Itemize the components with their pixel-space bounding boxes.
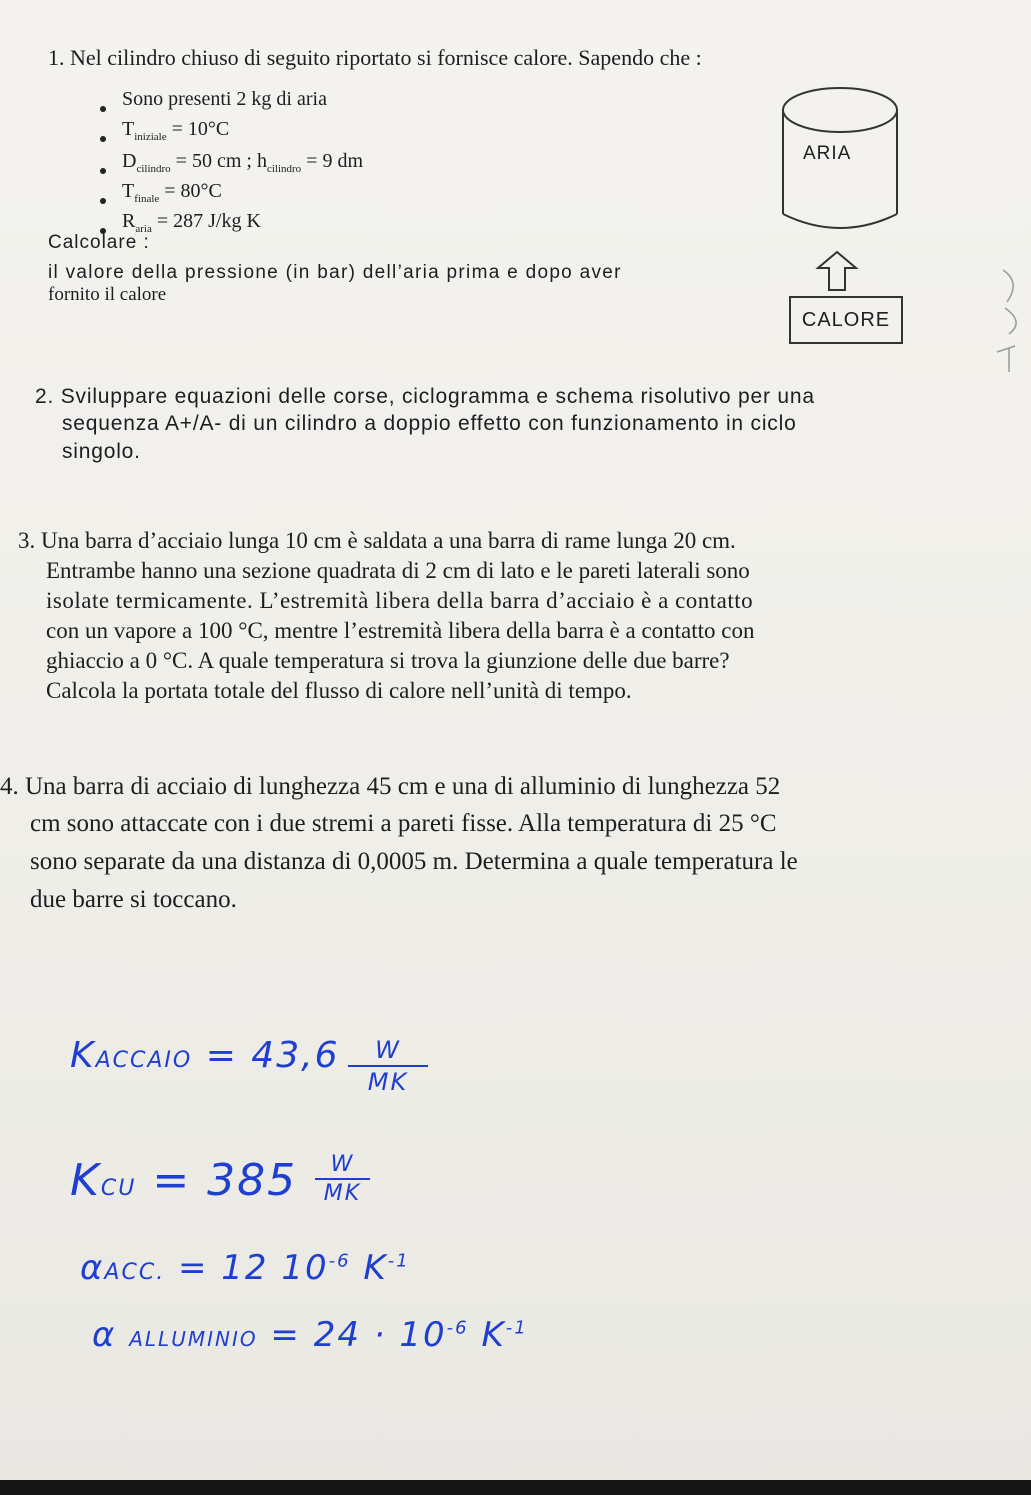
note-k-acciaio-unit: W MK <box>348 1036 428 1096</box>
bullet-dot <box>100 106 106 112</box>
q4-line4: due barre si toccano. <box>30 886 237 913</box>
q3-line4: con un vapore a 100 °C, mentre l’estremità libera della barra è a contatto con <box>46 618 755 643</box>
q1-line2: fornito il calore <box>48 284 167 305</box>
note-alpha-acciaio: αACC. = 12 $10^{-6}$ $K^{-1}$ <box>80 1248 410 1288</box>
q3-line1: 3. Una barra d’acciaio lunga 10 cm è saldata a una barra di rame lunga 20 cm. <box>18 528 736 553</box>
q3-line6: Calcola la portata totale del flusso di calore nell’unità di tempo. <box>46 678 632 703</box>
q4-line2: cm sono attaccate con i due stremi a pareti fisse. Alla temperatura di 25 °C <box>30 810 777 837</box>
q1-bullet-2: $T_{iniziale} = 10^\circ C$ <box>122 118 230 143</box>
q2-line3: singolo. <box>62 440 141 463</box>
up-arrow-icon <box>812 250 862 292</box>
q1-bullet-4: $T_{finale} = 80^\circ C$ <box>122 180 222 205</box>
q1-bullet-1: Sono presenti 2 kg di aria <box>122 88 327 110</box>
bullet-dot <box>100 198 106 204</box>
q3-line3: isolate termicamente. L’estremità libera della barra d’acciaio è a contatto <box>46 588 754 613</box>
q3-line2: Entrambe hanno una sezione quadrata di 2 cm di lato e le pareti laterali sono <box>46 558 750 583</box>
q1-calcolare: Calcolare : <box>48 232 150 253</box>
q1-line1: il valore della pressione (in bar) dell’aria prima e dopo aver <box>48 262 622 283</box>
note-k-acciaio: KACCAIO = 43,6 <box>70 1035 340 1076</box>
note-k-cu: KCU = 385 <box>70 1155 298 1206</box>
heat-label-box: CALORE <box>789 296 903 344</box>
q2-line1: 2. Sviluppare equazioni delle corse, ciclogramma e schema risolutivo per una <box>35 385 815 408</box>
q1-bullet-3: $D_{cilindro} = 50$ cm ; $h_{cilindro} = 9$ dm <box>122 150 364 175</box>
margin-marks <box>995 262 1031 382</box>
q4-line1: 4. Una barra di acciaio di lunghezza 45 cm e una di alluminio di lunghezza 52 <box>0 773 781 800</box>
bullet-dot <box>100 168 106 174</box>
cylinder-label: ARIA <box>803 143 852 164</box>
bullet-dot <box>100 136 106 142</box>
note-k-cu-unit: W MK <box>315 1152 370 1206</box>
bottom-edge <box>0 1480 1031 1495</box>
q1-title: 1. Nel cilindro chiuso di seguito riportato si fornisce calore. Sapendo che : <box>48 45 702 70</box>
note-alpha-alluminio: α ALLUMINIO = $24 \cdot 10^{-6}$ $K^{-1}$ <box>92 1315 528 1355</box>
q4-line3: sono separate da una distanza di 0,0005 m. Determina a quale temperatura le <box>30 848 798 875</box>
q2-line2: sequenza A+/A- di un cilindro a doppio effetto con funzionamento in ciclo <box>62 412 797 435</box>
q3-line5: ghiaccio a 0 °C. A quale temperatura si trova la giunzione delle due barre? <box>46 648 730 673</box>
q1-bullet-5: $R_{aria} = 287$ J/kg K <box>122 210 261 235</box>
